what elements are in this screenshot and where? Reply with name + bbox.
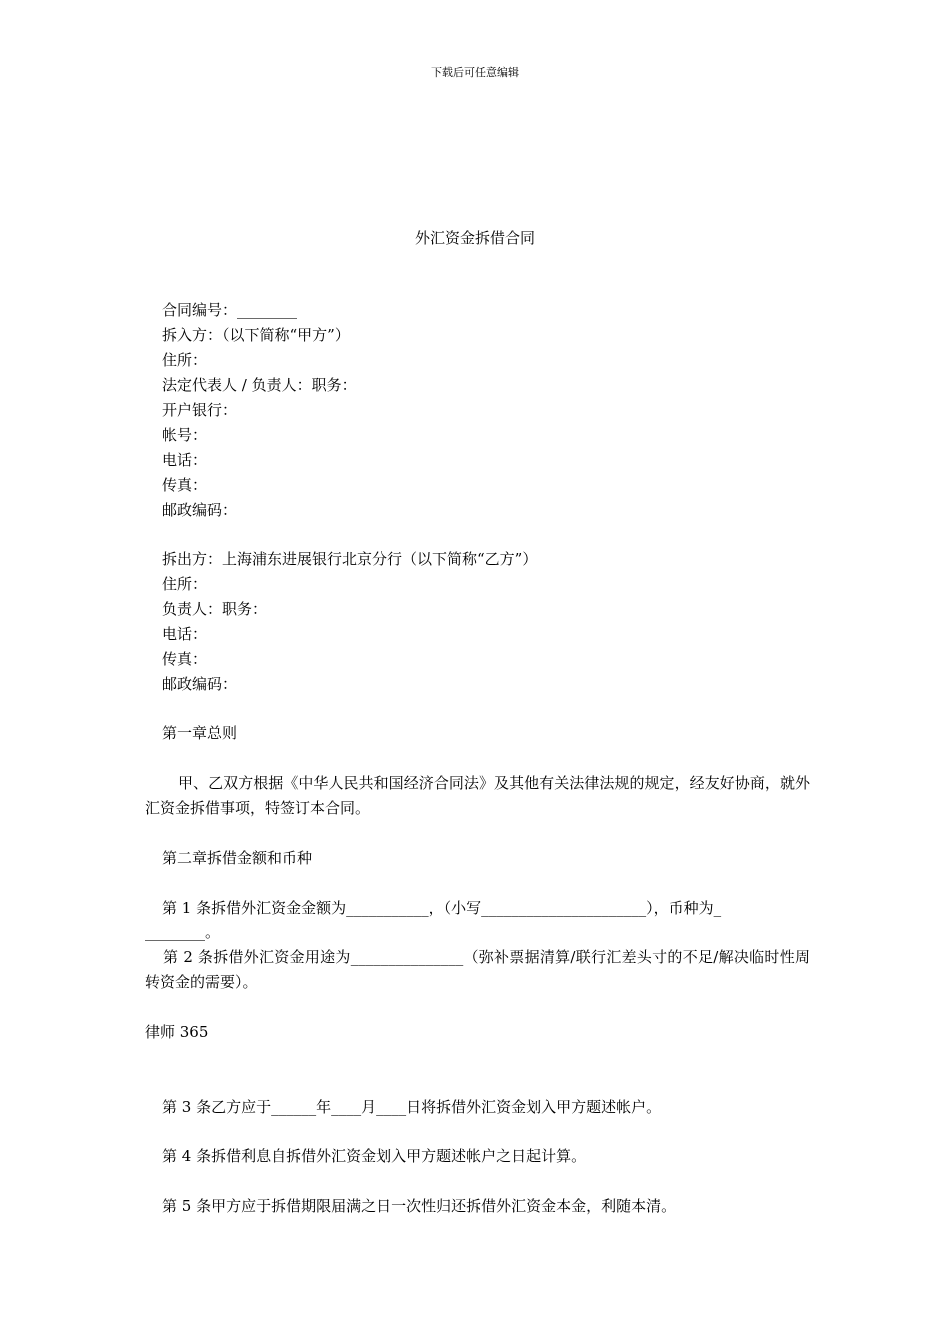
chapter2-heading: 第二章拆借金额和币种	[162, 849, 313, 867]
lawyer365-text: 律师 365	[145, 1023, 209, 1041]
borrower-line: 拆入方：（以下简称“甲方”）	[162, 326, 350, 344]
borrower-phone: 电话：	[162, 451, 208, 469]
header-note: 下载后可任意编辑	[431, 66, 519, 79]
article4: 第 4 条拆借利息自拆借外汇资金划入甲方题述帐户之日起计算。	[162, 1147, 587, 1165]
borrower-address: 住所：	[162, 351, 208, 369]
borrower-bank: 开户银行：	[162, 401, 238, 419]
article1-line2: ________。	[145, 923, 221, 941]
lender-phone: 电话：	[162, 625, 208, 643]
lender-principal: 负责人：职务：	[162, 600, 268, 618]
article2: 第 2 条拆借外汇资金用途为_______________（弥补票据清算/联行汇差头寸的不足/解决临时性周转资金的需要）。	[145, 948, 810, 991]
chapter1-body: 甲、乙双方根据《中华人民共和国经济合同法》及其他有关法律法规的规定，经友好协商，就外汇资金拆借事项，特签订本合同。	[145, 774, 810, 817]
lender-address: 住所：	[162, 575, 208, 593]
borrower-account: 帐号：	[162, 426, 208, 444]
borrower-representative: 法定代表人 / 负责人：职务：	[162, 376, 357, 394]
article3: 第 3 条乙方应于______年____月____日将拆借外汇资金划入甲方题述帐户。	[162, 1098, 662, 1116]
article5: 第 5 条甲方应于拆借期限届满之日一次性归还拆借外汇资金本金，利随本清。	[162, 1197, 677, 1215]
lender-line: 拆出方：上海浦东进展银行北京分行（以下简称“乙方”）	[162, 550, 538, 568]
lender-fax: 传真：	[162, 650, 208, 668]
chapter1-heading: 第一章总则	[162, 724, 238, 742]
document-title: 外汇资金拆借合同	[414, 229, 535, 247]
article1-line1: 第 1 条拆借外汇资金金额为___________，（小写______________________），币种为_	[162, 899, 722, 917]
borrower-fax: 传真：	[162, 476, 208, 494]
contract-number: 合同编号：________	[162, 301, 298, 319]
lender-postcode: 邮政编码：	[162, 675, 238, 693]
borrower-postcode: 邮政编码：	[162, 501, 238, 519]
